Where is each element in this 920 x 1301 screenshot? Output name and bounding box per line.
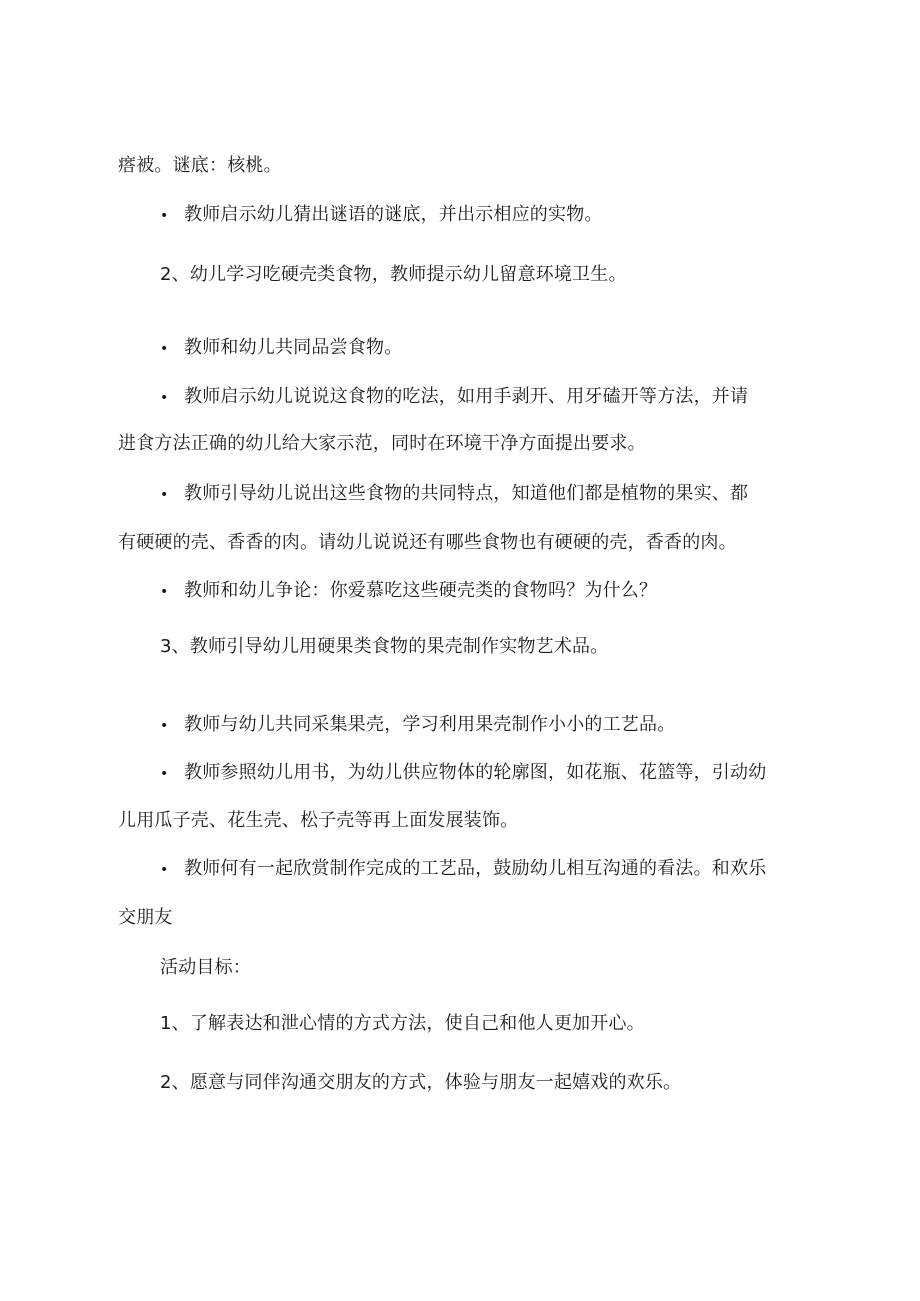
bullet-icon: • [160, 390, 169, 406]
section-heading: 活动目标： [160, 957, 251, 978]
bullet-item [160, 385, 748, 410]
bullet-icon: • [160, 718, 169, 734]
bullet-item [160, 203, 603, 228]
bullet-text: 教师和幼儿共同品尝食物。 [184, 337, 403, 358]
bullet-text: 教师启示幼儿说说这食物的吃法，如用手剥开、用牙磕开等方法，并请 [184, 386, 749, 407]
bullet-item [160, 761, 766, 786]
bullet-text: 教师参照幼儿用书，为幼儿供应物体的轮廓图，如花瓶、花篮等，引动幼 [184, 762, 767, 783]
text-line: 有硬硬的壳、香香的肉。请幼儿说说还有哪些食物也有硬硬的壳，香香的肉。 [118, 532, 737, 553]
text-line: 儿用瓜子壳、花生壳、松子壳等再上面发展装饰。 [118, 810, 519, 831]
bullet-item [160, 857, 766, 882]
text-line: 交朋友 [118, 907, 173, 928]
bullet-text: 教师引导幼儿说出这些食物的共同特点，知道他们都是植物的果实、都 [184, 483, 749, 504]
bullet-text: 教师与幼儿共同采集果壳，学习利用果壳制作小小的工艺品。 [184, 714, 676, 735]
bullet-icon: • [160, 862, 169, 878]
numbered-item: 2、愿意与同伴沟通交朋友的方式，体验与朋友一起嬉戏的欢乐。 [160, 1072, 682, 1093]
numbered-item: 2、幼儿学习吃硬壳类食物，教师提示幼儿留意环境卫生。 [160, 264, 627, 285]
numbered-item: 1、了解表达和泄心情的方式方法，使自己和他人更加开心。 [160, 1013, 645, 1034]
bullet-icon: • [160, 208, 169, 224]
bullet-item [160, 336, 402, 361]
bullet-item [160, 713, 675, 738]
text-line: 进食方法正确的幼儿给大家示范，同时在环境干净方面提出要求。 [118, 433, 646, 454]
bullet-icon: • [160, 487, 169, 503]
bullet-text: 教师启示幼儿猜出谜语的谜底，并出示相应的实物。 [184, 204, 603, 225]
bullet-icon: • [160, 341, 169, 357]
bullet-item [160, 579, 657, 604]
bullet-icon: • [160, 584, 169, 600]
numbered-item: 3、教师引导幼儿用硬果类食物的果壳制作实物艺术品。 [160, 636, 609, 657]
bullet-item [160, 482, 748, 507]
text-line: 瘩被。谜底：核桃。 [118, 155, 282, 176]
bullet-icon: • [160, 766, 169, 782]
bullet-text: 教师何有一起欣赏制作完成的工艺品，鼓励幼儿相互沟通的看法。和欢乐 [184, 858, 767, 879]
bullet-text: 教师和幼儿争论：你爱慕吃这些硬壳类的食物吗？为什么？ [184, 580, 658, 601]
